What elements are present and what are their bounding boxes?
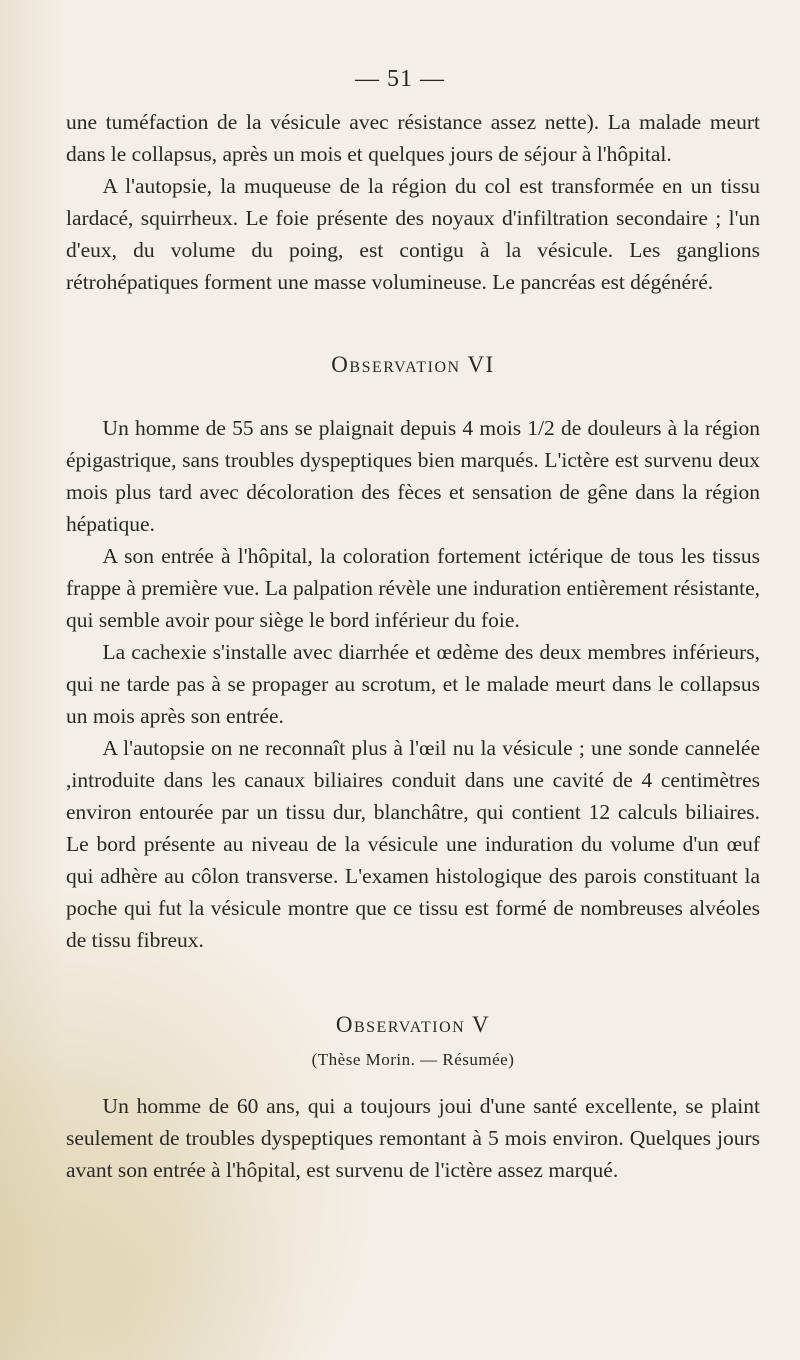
observation-vi-paragraph-1: Un homme de 55 ans se plaignait depuis 4 mois 1/2 de douleurs à la région épigastrique, sans troubles dyspeptiques bien marqués. L'ictère est survenu deux mois plus tard avec décoloration des fèces et sensation de gêne dans la région hépatique.: [66, 416, 760, 536]
observation-v-subtitle: (Thèse Morin. — Résumée): [311, 1050, 515, 1069]
observation-v-title: Observation V: [335, 1012, 491, 1037]
observation-vi-paragraph-2: A son entrée à l'hôpital, la coloration fortement ictérique de tous les tissus frappe à première vue. La palpation révèle une induration entièrement résistante, qui semble avoir pour siège le bord inférieur du foie.: [66, 544, 760, 632]
observation-v-section: [66, 1090, 760, 1186]
paragraph-autopsy-1: A l'autopsie, la muqueuse de la région du col est transformée en un tissu lardacé, squirrheux. Le foie présente des noyaux d'infiltration secondaire ; l'un d'eux, du volume du poing, est contigu à la vésicule. Les ganglions rétrohépatiques forment une masse volumineuse. Le pancréas est dégénéré.: [66, 174, 760, 294]
page-content: [66, 106, 760, 1186]
paragraph-continuation: une tuméfaction de la vésicule avec résistance assez nette). La malade meurt dans le collapsus, après un mois et quelques jours de séjour à l'hôpital.: [66, 110, 760, 166]
observation-vi-title: Observation VI: [331, 352, 495, 377]
observation-vi-paragraph-4: A l'autopsie on ne reconnaît plus à l'œil nu la vésicule ; une sonde cannelée ,introduite dans les canaux biliaires conduit dans une cavité de 4 centimètres environ entourée par un tissu dur, blanchâtre, qui contient 12 calculs biliaires. Le bord présente au niveau de la vésicule une induration du volume d'un œuf qui adhère au côlon transverse. L'examen histologique des parois constituant la poche qui fut la vésicule montre que ce tissu est formé de nombreuses alvéoles de tissu fibreux.: [66, 736, 760, 952]
observation-vi-paragraph-3: La cachexie s'installe avec diarrhée et œdème des deux membres inférieurs, qui ne tarde pas à se propager au scrotum, et le malade meurt dans le collapsus un mois après son entrée.: [66, 640, 760, 728]
observation-vi-section: [66, 412, 760, 956]
page-number: — 51 —: [355, 66, 445, 92]
observation-v-paragraph-1: Un homme de 60 ans, qui a toujours joui d'une santé excellente, se plaint seulement de troubles dyspeptiques remontant à 5 mois environ. Quelques jours avant son entrée à l'hôpital, est survenu de l'ictère assez marqué.: [66, 1094, 760, 1182]
